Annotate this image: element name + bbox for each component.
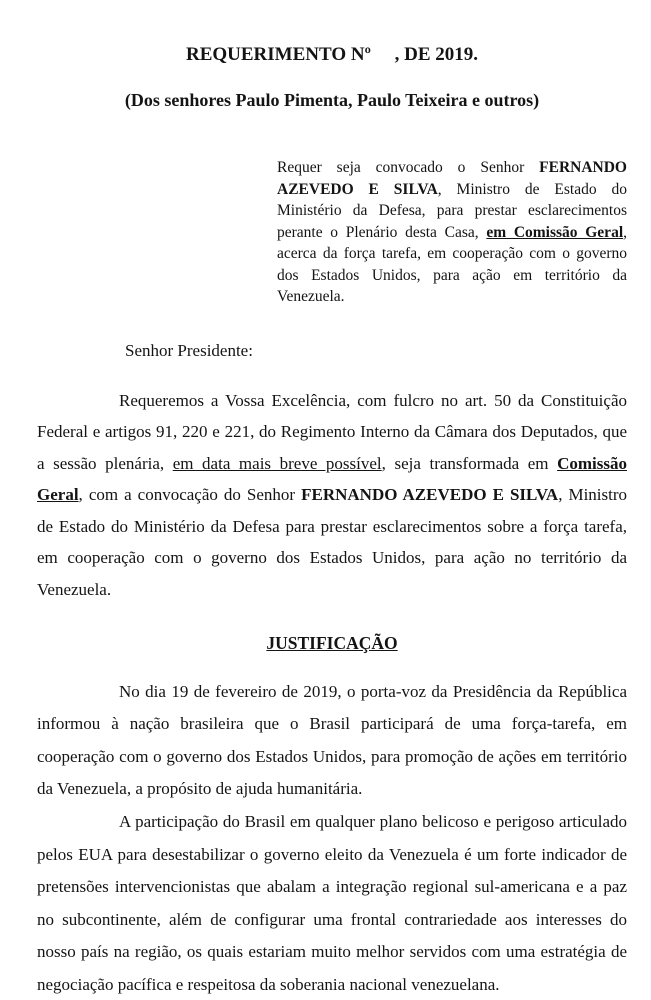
salutation: Senhor Presidente: (125, 340, 253, 360)
justification-paragraph-2: A participação do Brasil em qualquer plano belicoso e perigoso articulado pelos EUA para desestabilizar o governo eleito da Venezuela é um forte indicador de pretensões intervencionistas que abalam a integração regional sul-americana e a paz no subcontinente, além de configurar uma frontal contrariedade aos interesses do nosso país na região, os quais estariam muito melhor servidos com uma estratégia de negociação pacífica e respeitosa da soberania nacional venezuelana. (37, 812, 627, 994)
justification-paragraph-1: No dia 19 de fevereiro de 2019, o porta-voz da Presidência da República informou à nação brasileira que o Brasil participará de uma força-tarefa, em cooperação com o governo dos Estados Unidos, para promoção de ações em território da Venezuela, a propósito de ajuda humanitária. (37, 681, 627, 799)
document-title: REQUERIMENTO Nº , DE 2019. (185, 44, 478, 65)
document-authors: (Dos senhores Paulo Pimenta, Paulo Teixeira e outros) (124, 90, 540, 110)
summary-block: Requer seja convocado o Senhor FERNANDO AZEVEDO E SILVA, Ministro de Estado do Ministério da Defesa, para prestar esclarecimentos perante o Plenário desta Casa, em Comissão Geral, acerca da força tarefa, em cooperação com o governo dos Estados Unidos, para ação em território da Venezuela. (277, 159, 627, 305)
justification-heading (37, 632, 627, 654)
request-paragraph: Requeremos a Vossa Excelência, com fulcro no art. 50 da Constituição Federal e artigos 91, 220 e 221, do Regimento Interno da Câmara dos Deputados, que a sessão plenária, em data mais breve possível, seja transformada em Comissão Geral, com a convocação do Senhor FERNANDO AZEVEDO E SILVA, Ministro de Estado do Ministério da Defesa para prestar esclarecimentos sobre a força tarefa, em cooperação com o governo dos Estados Unidos, para ação no território da Venezuela. (37, 390, 628, 600)
justification-heading-text: JUSTIFICAÇÃO (266, 632, 398, 653)
